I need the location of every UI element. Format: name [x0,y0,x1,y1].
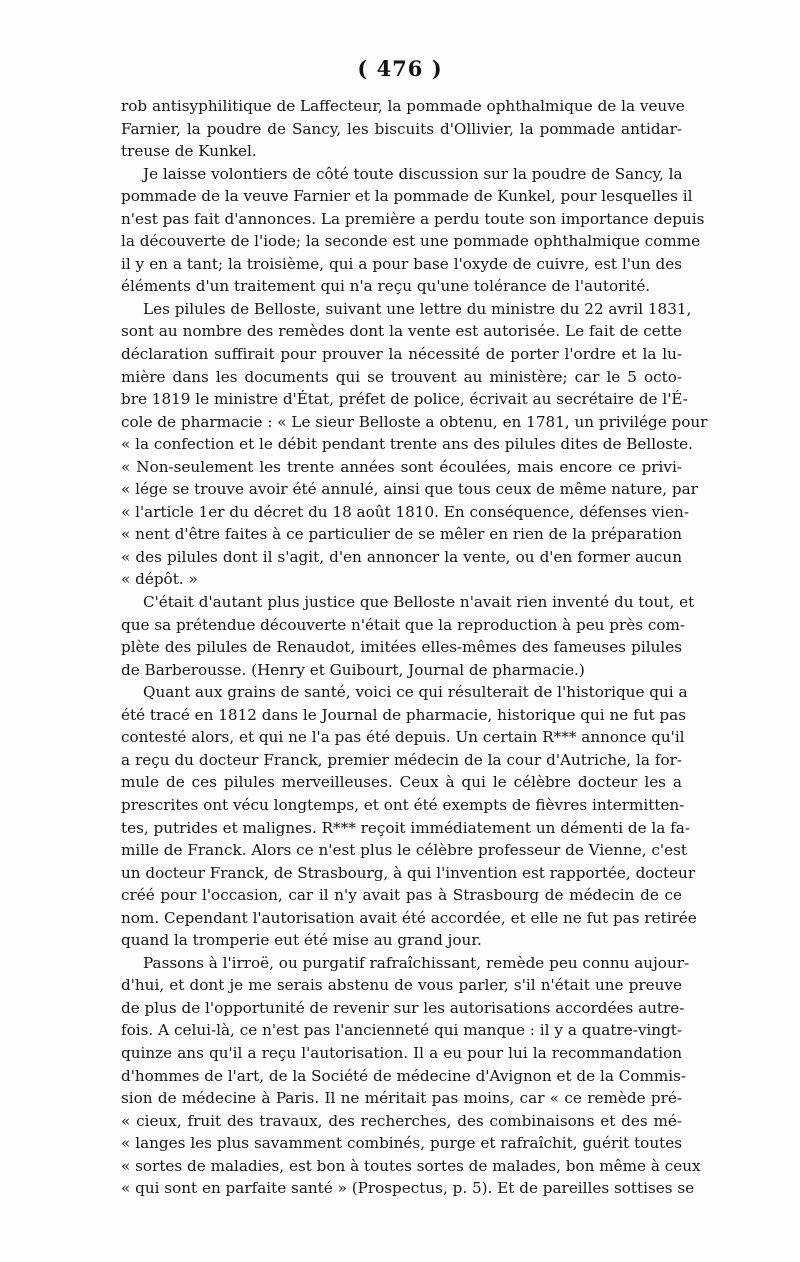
text-line: « sortes de maladies, est bon à toutes sortes de malades, bon même à ceux [121,1156,701,1175]
text-line: quand la tromperie eut été mise au grand jour. [121,931,482,950]
text-line: nom. Cependant l'autorisation avait été accordée, et elle ne fut pas retirée [121,908,697,927]
text-line: « langes les plus savamment combinés, purge et rafraîchit, guérit toutes [121,1134,682,1153]
paragraph-first-line: Quant aux grains de santé, voici ce qui résulterait de l'historique qui a [143,683,688,702]
text-line: un docteur Franck, de Strasbourg, à qui l'invention est rapportée, docteur [121,863,696,882]
text-line: cole de pharmacie : « Le sieur Belloste a obtenu, en 1781, un privilége pour [121,412,708,431]
text-line: la découverte de l'iode; la seconde est une pommade ophthalmique comme [121,232,701,251]
text-line: bre 1819 le ministre d'État, préfet de police, écrivait au secrétaire de l'É- [121,390,688,409]
text-line: mule de ces pilules merveilleuses. Ceux à qui le célèbre docteur les a [121,773,682,792]
text-line: n'est pas fait d'annonces. La première a perdu toute son importance depuis [121,209,705,228]
text-line: « des pilules dont il s'agit, d'en annoncer la vente, ou d'en former aucun [121,547,682,566]
body-text [121,95,708,1200]
text-line: « Non-seulement les trente années sont écoulées, mais encore ce privi- [121,457,682,476]
text-line: rob antisyphilitique de Laffecteur, la pommade ophthalmique de la veuve [121,97,685,115]
text-line: créé pour l'occasion, car il n'y avait pas à Strasbourg de médecin de ce [121,886,682,905]
text-line: d'hommes de l'art, de la Société de médecine d'Avignon et de la Commis- [121,1066,687,1085]
text-line: été tracé en 1812 dans le Journal de pharmacie, historique qui ne fut pas [121,705,686,724]
text-line: déclaration suffirait pour prouver la nécessité de porter l'ordre et la lu- [121,345,682,364]
text-line: sion de médecine à Paris. Il ne méritait pas moins, car « ce remède pré- [121,1089,682,1108]
text-line: fois. A celui-là, ce n'est pas l'ancienneté qui manque : il y a quatre-vingt- [121,1021,682,1040]
text-line: mière dans les documents qui se trouvent au ministère; car le 5 octo- [121,367,682,386]
paragraph-first-line: C'était d'autant plus justice que Belloste n'avait rien inventé du tout, et [143,593,695,612]
text-line: éléments d'un traitement qui n'a reçu qu'une tolérance de l'autorité. [121,277,651,296]
text-line: treuse de Kunkel. [121,142,257,161]
text-line: mille de Franck. Alors ce n'est plus le célèbre professeur de Vienne, c'est [121,841,687,860]
text-line: Farnier, la poudre de Sancy, les biscuits d'Ollivier, la pommade antidar- [121,119,682,138]
text-line: d'hui, et dont je me serais abstenu de vous parler, s'il n'était une preuve [121,976,682,995]
paragraph-first-line: Passons à l'irroë, ou purgatif rafraîchissant, remède peu connu aujour- [143,953,690,972]
text-line: il y en a tant; la troisième, qui a pour base l'oxyde de cuivre, est l'un des [121,254,682,273]
text-line: contesté alors, et qui ne l'a pas été depuis. Un certain R*** annonce qu'il [121,728,685,747]
text-line: a reçu du docteur Franck, premier médecin de la cour d'Autriche, la for- [121,750,682,769]
text-line: pommade de la veuve Farnier et la pommade de Kunkel, pour lesquelles il [121,187,693,206]
text-line: que sa prétendue découverte n'était que la reproduction à peu près com- [121,615,686,634]
text-line: de Barberousse. (Henry et Guibourt, Journal de pharmacie.) [121,660,585,679]
text-line: « cieux, fruit des travaux, des recherches, des combinaisons et des mé- [121,1111,682,1130]
text-line: « l'article 1er du décret du 18 août 1810. En conséquence, défenses vien- [121,502,689,521]
text-line: plète des pilules de Renaudot, imitées elles-mêmes des fameuses pilules [121,638,682,657]
text-line: prescrites ont vécu longtemps, et ont été exempts de fièvres intermitten- [121,795,685,814]
text-line: de plus de l'opportunité de revenir sur les autorisations accordées autre- [121,998,685,1017]
paragraph-first-line: Je laisse volontiers de côté toute discussion sur la poudre de Sancy, la [143,164,683,183]
text-line: « dépôt. » [121,570,198,589]
text-line: tes, putrides et malignes. R*** reçoit immédiatement un démenti de la fa- [121,818,690,837]
text-line: quinze ans qu'il a reçu l'autorisation. Il a eu pour lui la recommandation [121,1043,682,1062]
paragraph-first-line: Les pilules de Belloste, suivant une lettre du ministre du 22 avril 1831, [143,299,692,318]
text-line: « qui sont en parfaite santé » (Prospectus, p. 5). Et de pareilles sottises se [121,1179,695,1198]
text-line: sont au nombre des remèdes dont la vente est autorisée. Le fait de cette [121,322,682,341]
page-number: ( 476 ) [357,56,443,81]
text-line: « la confection et le débit pendant trente ans des pilules dites de Belloste. [121,435,693,454]
text-line: « lége se trouve avoir été annulé, ainsi que tous ceux de même nature, par [121,480,698,499]
text-line: « nent d'être faites à ce particulier de se mêler en rien de la préparation [121,525,682,544]
